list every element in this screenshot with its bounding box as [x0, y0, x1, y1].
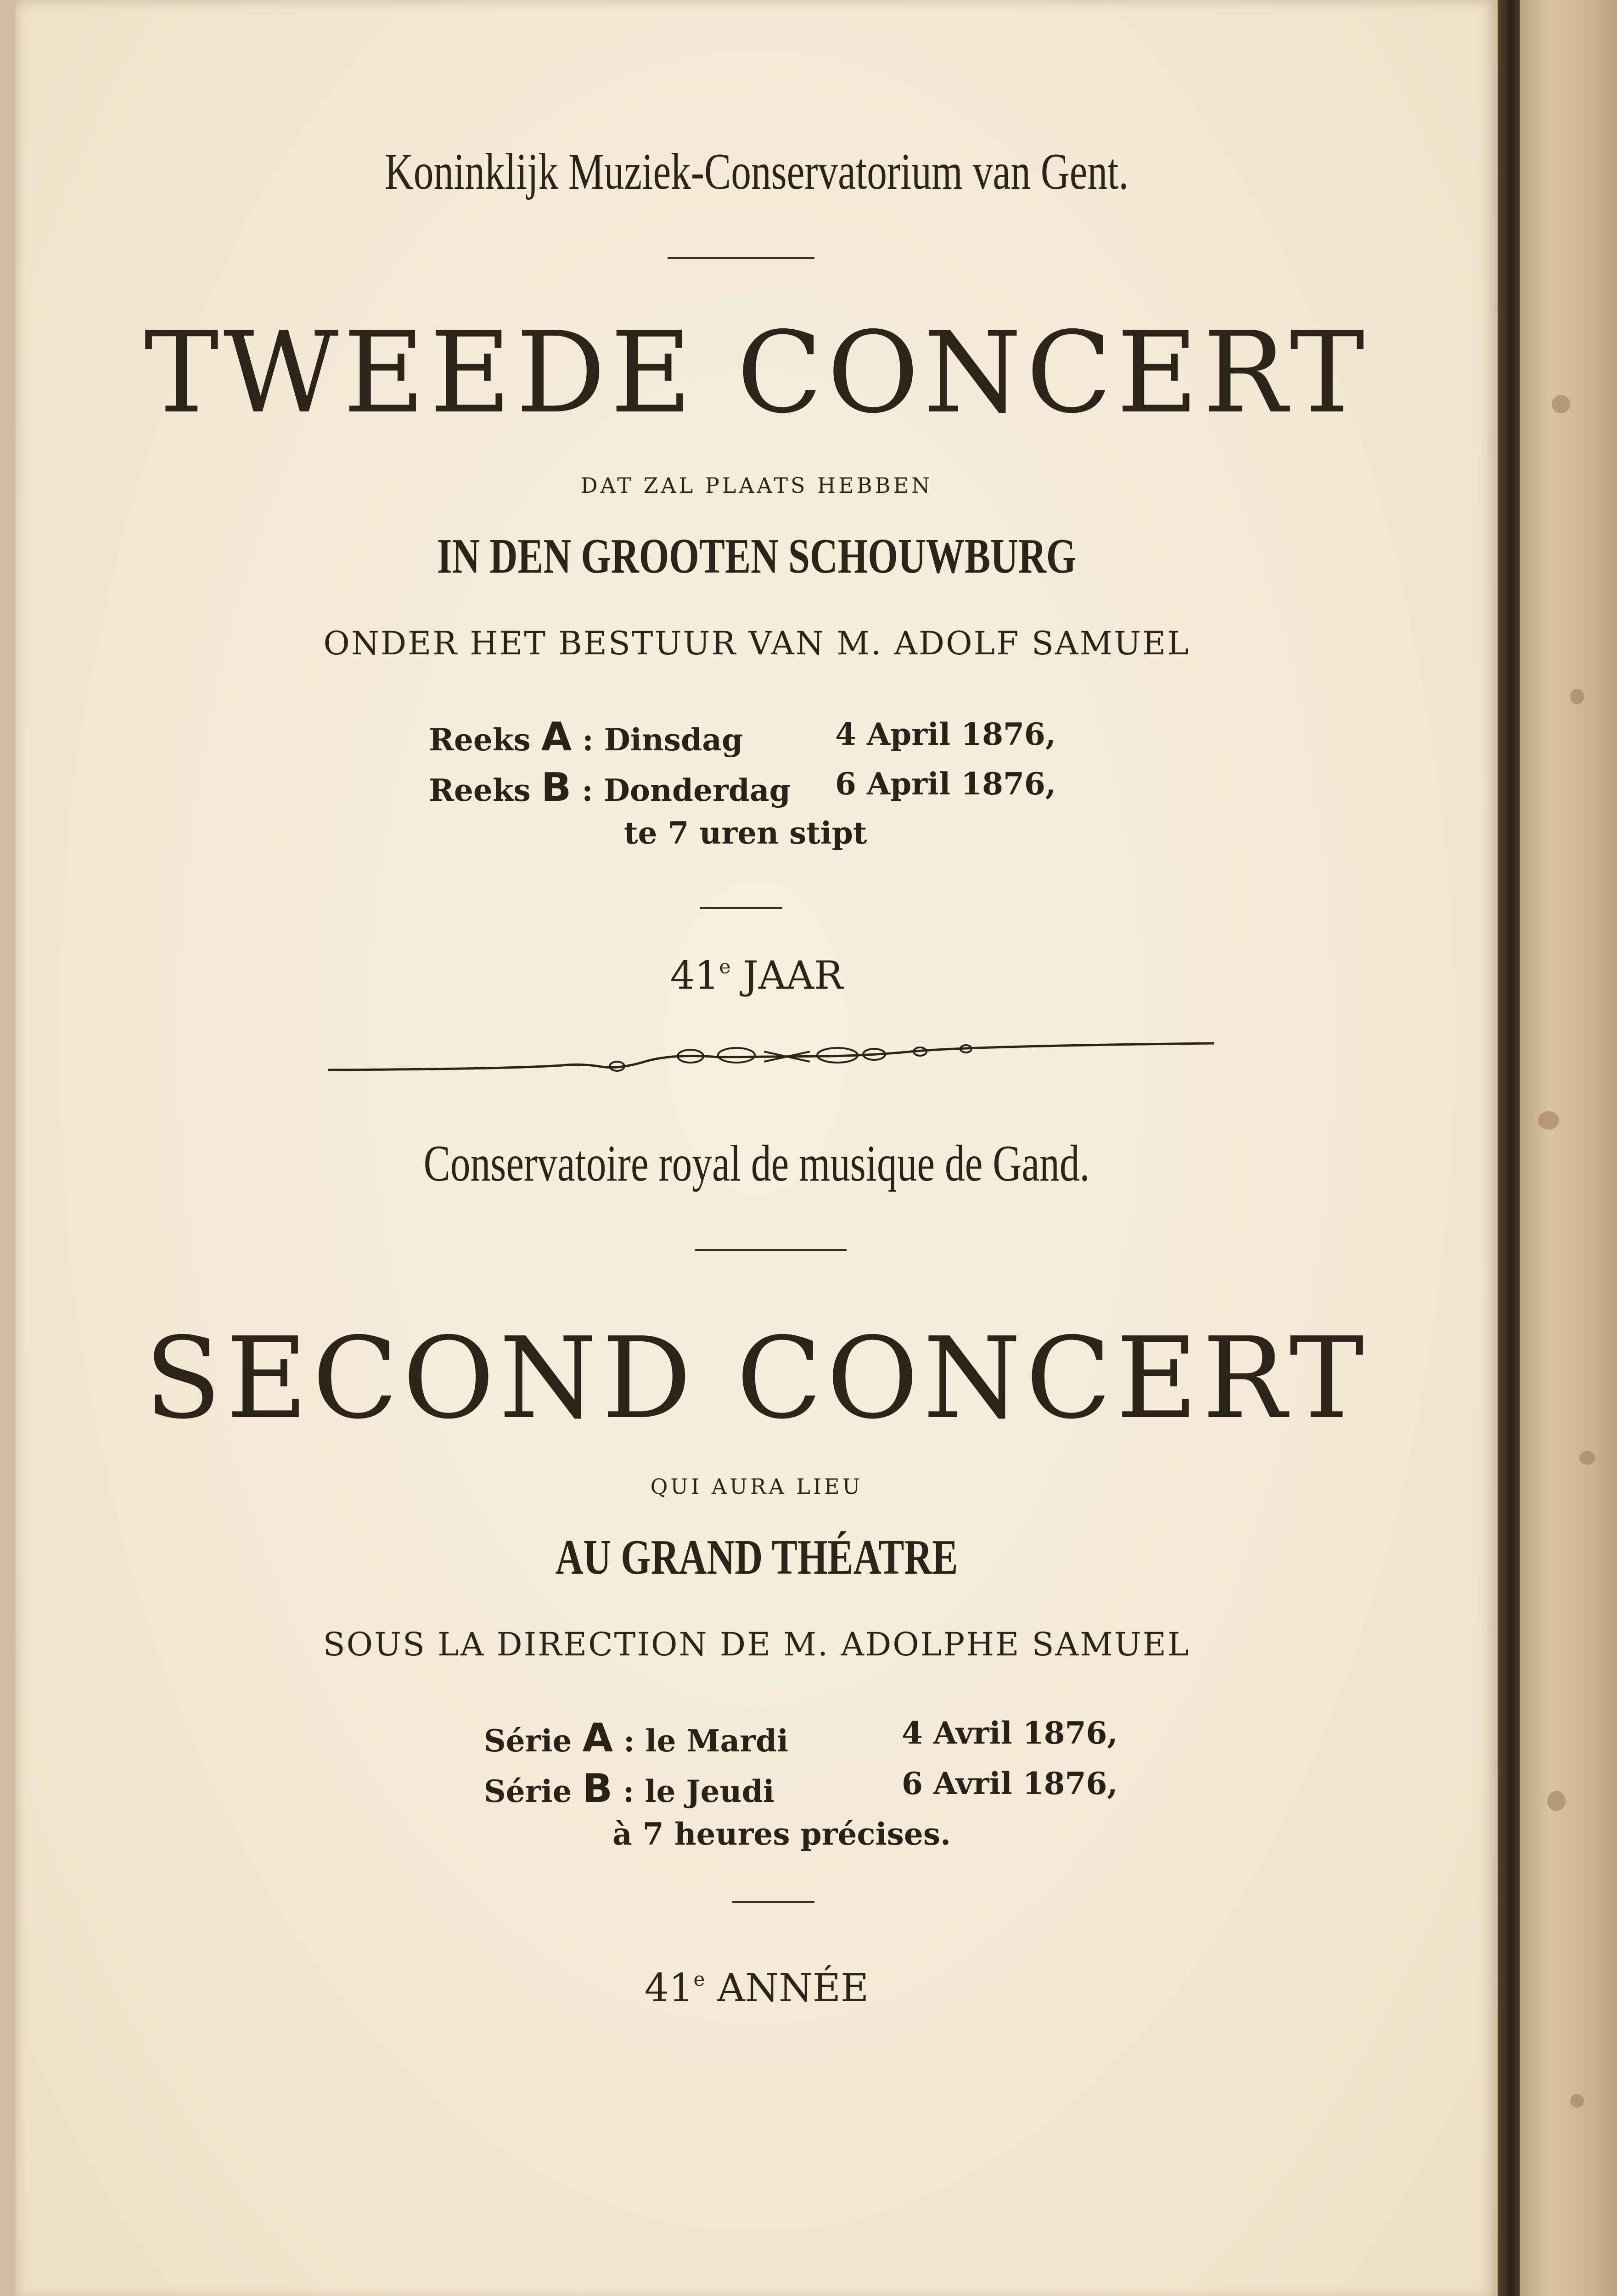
page-edge-right	[1520, 0, 1617, 2296]
series-day: : le Mardi	[623, 1723, 789, 1759]
series-day: : Dinsdag	[582, 722, 743, 758]
subtitle-flemish: DAT ZAL PLAATS HEBBEN	[580, 473, 933, 498]
concert-title-flemish: TWEEDE CONCERT	[144, 308, 1370, 438]
institution-flemish: Koninklijk Muziek-Conservatorium van Gent.	[384, 143, 1129, 200]
concert-title-french: SECOND CONCERT	[145, 1313, 1369, 1444]
year-number: 41	[670, 953, 719, 998]
series-day: : le Jeudi	[623, 1773, 775, 1809]
direction-flemish: ONDER HET BESTUUR VAN M. ADOLF SAMUEL	[323, 625, 1190, 662]
venue-french: AU GRAND THÉATRE	[555, 1530, 958, 1585]
series-a-date-flemish: 4 April 1876,	[835, 716, 1056, 752]
year-word: JAAR	[743, 953, 843, 998]
year-french	[16, 1965, 1498, 2010]
foxing-spot	[1552, 395, 1570, 413]
year-ordinal: e	[693, 1968, 705, 1991]
subtitle-french: QUI AURA LIEU	[650, 1474, 863, 1499]
series-letter: B	[541, 765, 572, 810]
institution-french: Conservatoire royal de musique de Gand.	[423, 1135, 1090, 1192]
venue-flemish: IN DEN GROOTEN SCHOUWBURG	[437, 529, 1077, 584]
series-label: Reeks	[429, 772, 531, 808]
series-letter: A	[541, 714, 572, 760]
ornamental-divider	[323, 1033, 1218, 1084]
series-day: : Donderdag	[582, 772, 791, 808]
series-label: Reeks	[429, 722, 531, 758]
foxing-spot	[1547, 1791, 1566, 1811]
foxing-spot	[1570, 2094, 1584, 2108]
series-a-french	[484, 1715, 788, 1761]
series-a-date-french: 4 Avril 1876,	[902, 1715, 1118, 1751]
series-label: Série	[484, 1773, 572, 1809]
program-page	[16, 0, 1498, 2296]
year-ordinal: e	[719, 955, 731, 978]
series-label: Série	[484, 1723, 572, 1759]
foxing-spot	[1538, 1111, 1559, 1130]
series-b-date-flemish: 6 April 1876,	[835, 766, 1056, 802]
series-a-flemish	[429, 714, 743, 760]
divider	[695, 1249, 847, 1251]
year-flemish	[16, 953, 1498, 998]
year-word: ANNÉE	[717, 1965, 869, 2010]
time-french: à 7 heures précises.	[612, 1816, 951, 1852]
year-number: 41	[644, 1965, 694, 2010]
series-b-flemish	[429, 765, 791, 810]
series-b-date-french: 6 Avril 1876,	[902, 1766, 1118, 1801]
foxing-spot	[1570, 689, 1584, 704]
divider	[732, 1901, 814, 1903]
direction-french: SOUS LA DIRECTION DE M. ADOLPHE SAMUEL	[323, 1626, 1190, 1663]
series-b-french	[484, 1766, 775, 1812]
divider	[668, 257, 814, 259]
time-flemish: te 7 uren stipt	[624, 815, 867, 851]
series-letter: A	[582, 1715, 613, 1761]
foxing-spot	[1579, 1451, 1595, 1465]
series-letter: B	[582, 1766, 613, 1812]
book-spine	[1498, 0, 1520, 2296]
divider	[700, 907, 782, 909]
